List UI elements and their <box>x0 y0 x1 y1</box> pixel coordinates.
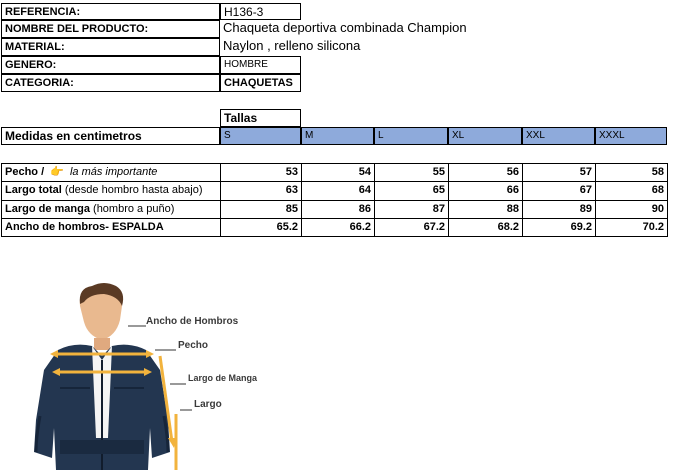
sleeve-xxl: 89 <box>579 203 592 215</box>
row-label-chest: Pecho / 👉 la más importante <box>5 166 158 178</box>
length-xl: 66 <box>506 184 519 196</box>
size-s: S <box>220 127 301 145</box>
material-value: Naylon , relleno silicona <box>223 38 361 53</box>
gender-label: GENERO: <box>1 56 220 74</box>
row-label-shoulder-width: Ancho de hombros- ESPALDA <box>5 221 164 233</box>
sleeve-xxxl: 90 <box>651 203 664 215</box>
size-l: L <box>374 127 448 145</box>
label-sleeve: Largo de Manga <box>188 373 258 383</box>
chest-s: 53 <box>285 166 298 178</box>
row-label-sleeve-length: Largo de manga (hombro a puño) <box>5 203 175 215</box>
sizes-header: Tallas <box>220 109 301 127</box>
pointing-hand-icon: 👉 <box>50 166 64 178</box>
size-xxxl: XXXL <box>595 127 667 145</box>
sleeve-s: 85 <box>285 203 298 215</box>
length-m: 64 <box>358 184 371 196</box>
size-xl: XL <box>448 127 522 145</box>
length-s: 63 <box>285 184 298 196</box>
jacket-measurement-illustration <box>0 238 300 470</box>
label-chest: Pecho <box>178 340 209 351</box>
sleeve-m: 86 <box>358 203 371 215</box>
shoulder-l: 67.2 <box>423 221 445 233</box>
product-name-label: NOMBRE DEL PRODUCTO: <box>1 20 220 38</box>
label-shoulder-width: Ancho de Hombros <box>146 316 239 327</box>
category-label: CATEGORIA: <box>1 74 220 92</box>
size-xxl: XXL <box>522 127 595 145</box>
reference-value: H136-3 <box>220 3 301 20</box>
shoulder-m: 66.2 <box>349 221 371 233</box>
label-length: Largo <box>194 399 222 410</box>
shoulder-xxl: 69.2 <box>570 221 592 233</box>
chest-xl: 56 <box>506 166 519 178</box>
reference-label: REFERENCIA: <box>1 3 220 20</box>
size-m: M <box>301 127 374 145</box>
material-label: MATERIAL: <box>1 38 220 56</box>
length-xxl: 67 <box>579 184 592 196</box>
gender-value: HOMBRE <box>220 56 301 74</box>
shoulder-xxxl: 70.2 <box>642 221 664 233</box>
sleeve-xl: 88 <box>506 203 519 215</box>
sleeve-l: 87 <box>432 203 445 215</box>
product-name-value: Chaqueta deportiva combinada Champion <box>223 20 467 35</box>
row-label-total-length: Largo total (desde hombro hasta abajo) <box>5 184 203 196</box>
measurements-title: Medidas en centimetros <box>1 127 220 145</box>
chest-xxl: 57 <box>579 166 592 178</box>
length-xxxl: 68 <box>651 184 664 196</box>
chest-m: 54 <box>358 166 371 178</box>
length-l: 65 <box>432 184 445 196</box>
category-value: CHAQUETAS <box>220 74 301 92</box>
shoulder-s: 65.2 <box>276 221 298 233</box>
shoulder-xl: 68.2 <box>497 221 519 233</box>
chest-xxxl: 58 <box>651 166 664 178</box>
chest-l: 55 <box>432 166 445 178</box>
